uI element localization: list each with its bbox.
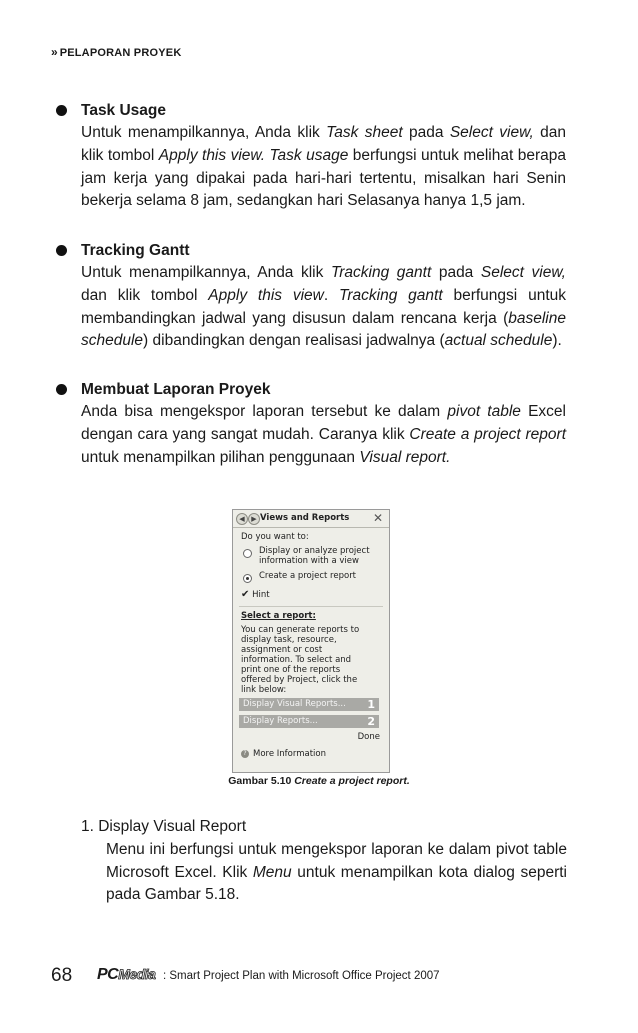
text-run: Anda bisa mengekspor laporan tersebut ke dalam: [81, 403, 448, 420]
radio-create-report[interactable]: [243, 574, 252, 583]
panel-titlebar: [233, 510, 389, 528]
text-run: Excel dengan cara yang sangat mudah. Caranya klik: [81, 403, 566, 443]
italic-term: baseline schedule: [81, 309, 566, 350]
display-reports-link[interactable]: [239, 715, 379, 728]
close-icon[interactable]: ✕: [372, 511, 383, 525]
section-title: Tracking Gantt: [81, 242, 190, 259]
italic-term: actual schedule: [444, 332, 553, 350]
desc-line: link below:: [241, 685, 287, 695]
italic-term: pivot table: [447, 403, 521, 420]
bullet-icon: [56, 245, 67, 256]
section-heading: [56, 379, 566, 401]
section-paragraph: [81, 262, 566, 353]
italic-term: Select view,: [449, 124, 534, 141]
desc-line: You can generate reports to: [241, 625, 360, 635]
option-line: information with a view: [259, 556, 359, 566]
italic-term: Menu: [252, 863, 292, 881]
italic-term: Visual report.: [359, 448, 451, 466]
section-laporan-proyek: [56, 379, 566, 469]
option-line: Display or analyze project: [259, 546, 370, 556]
radio-display-view[interactable]: [243, 549, 252, 558]
text-run: pada: [402, 124, 450, 141]
desc-line: assignment or cost: [241, 645, 323, 655]
numbered-item: [81, 816, 567, 907]
desc-line: information. To select and: [241, 655, 352, 665]
step-number: 1: [367, 698, 375, 711]
text-run: Untuk menampilkannya, Anda klik: [81, 264, 331, 281]
caption-text: Create a project report.: [294, 775, 410, 787]
desc-line: offered by Project, click the: [241, 675, 358, 685]
hint-label: Hint: [252, 590, 270, 600]
text-run: .: [323, 286, 340, 304]
display-visual-reports-link[interactable]: [239, 698, 379, 711]
step-number: 2: [367, 715, 375, 728]
section-title: Task Usage: [81, 102, 167, 119]
caption-label: Gambar 5.10: [228, 775, 295, 787]
item-title: 1. Display Visual Report: [81, 818, 247, 835]
section-task-usage: [56, 100, 566, 213]
text-run: pada: [431, 264, 481, 281]
page-footer: [51, 967, 591, 991]
forward-icon[interactable]: ▶: [248, 513, 260, 525]
text-run: Untuk menampilkannya, Anda klik: [81, 124, 327, 141]
report-description: [241, 625, 359, 695]
logo-media: Media: [118, 966, 156, 982]
bullet-icon: [56, 105, 67, 116]
header-title: PELAPORAN PROYEK: [59, 47, 182, 59]
pcmedia-logo: [97, 966, 155, 984]
footer-book-title: : Smart Project Plan with Microsoft Office Project 2007: [163, 970, 440, 982]
running-header: [51, 45, 181, 59]
option-create-report-label: Create a project report: [259, 571, 357, 581]
text-run: berfungsi untuk membandingkan jadwal yang disusun dalam rencana kerja (: [81, 286, 566, 327]
text-run: ) dibandingkan dengan realisasi jadwalnya (: [143, 332, 445, 350]
text-run: dan klik tombol: [81, 286, 209, 304]
chevron-icon: »: [51, 45, 57, 59]
text-run: Menu ini berfungsi untuk mengekspor laporan ke dalam pivot table Microsoft Excel. Klik: [106, 840, 567, 881]
divider: [239, 606, 383, 607]
italic-term: Tracking gantt: [339, 286, 443, 304]
figure-caption: [0, 775, 638, 787]
prompt-text: Do you want to:: [241, 532, 309, 542]
section-tracking-gantt: [56, 240, 566, 353]
italic-term: Task sheet: [326, 124, 403, 141]
link-label: Display Reports...: [243, 716, 318, 726]
italic-term: Tracking gantt: [330, 264, 432, 281]
more-info-label: More Information: [253, 749, 326, 759]
section-paragraph: [81, 122, 566, 213]
hint-check-icon: ✔: [241, 589, 250, 600]
italic-term: Select view,: [480, 264, 566, 281]
back-icon[interactable]: ◀: [236, 513, 248, 525]
more-information-link[interactable]: [241, 749, 326, 759]
panel-title: Views and Reports: [260, 513, 350, 523]
text-run: berfungsi untuk melihat berapa jam kerja yang dipakai pada hari-hari tertentu, misalkan hari Senin bekerja selama 8 jam, sedangkan hari Selasanya hanya 1,5 jam.: [81, 146, 566, 210]
section-heading: [56, 100, 566, 122]
item-body: [106, 839, 567, 907]
text-run: untuk menampilkan pilihan penggunaan: [81, 448, 360, 466]
text-run: untuk menampilkan kota dialog seperti pada Gambar 5.18.: [106, 863, 567, 904]
section-paragraph: [81, 401, 566, 469]
desc-line: print one of the reports: [241, 665, 341, 675]
page-number: 68: [51, 965, 73, 986]
option-display-view-label: [259, 546, 370, 566]
text-run: dan klik tombol: [81, 124, 566, 164]
text-run: ).: [552, 332, 562, 350]
select-report-label: Select a report:: [241, 611, 316, 621]
bullet-icon: [56, 384, 67, 395]
link-label: Display Visual Reports...: [243, 699, 346, 709]
help-icon: ?: [241, 750, 249, 758]
views-and-reports-panel: [232, 509, 390, 773]
italic-term: Apply this view. Task usage: [158, 146, 349, 164]
italic-term: Apply this view: [208, 286, 324, 304]
section-heading: [56, 240, 566, 262]
italic-term: Create a project report: [409, 425, 567, 443]
hint-row[interactable]: [241, 590, 270, 600]
section-title: Membuat Laporan Proyek: [81, 381, 271, 398]
logo-pc: PC: [97, 966, 119, 983]
done-link[interactable]: Done: [357, 732, 380, 742]
desc-line: display task, resource,: [241, 635, 337, 645]
